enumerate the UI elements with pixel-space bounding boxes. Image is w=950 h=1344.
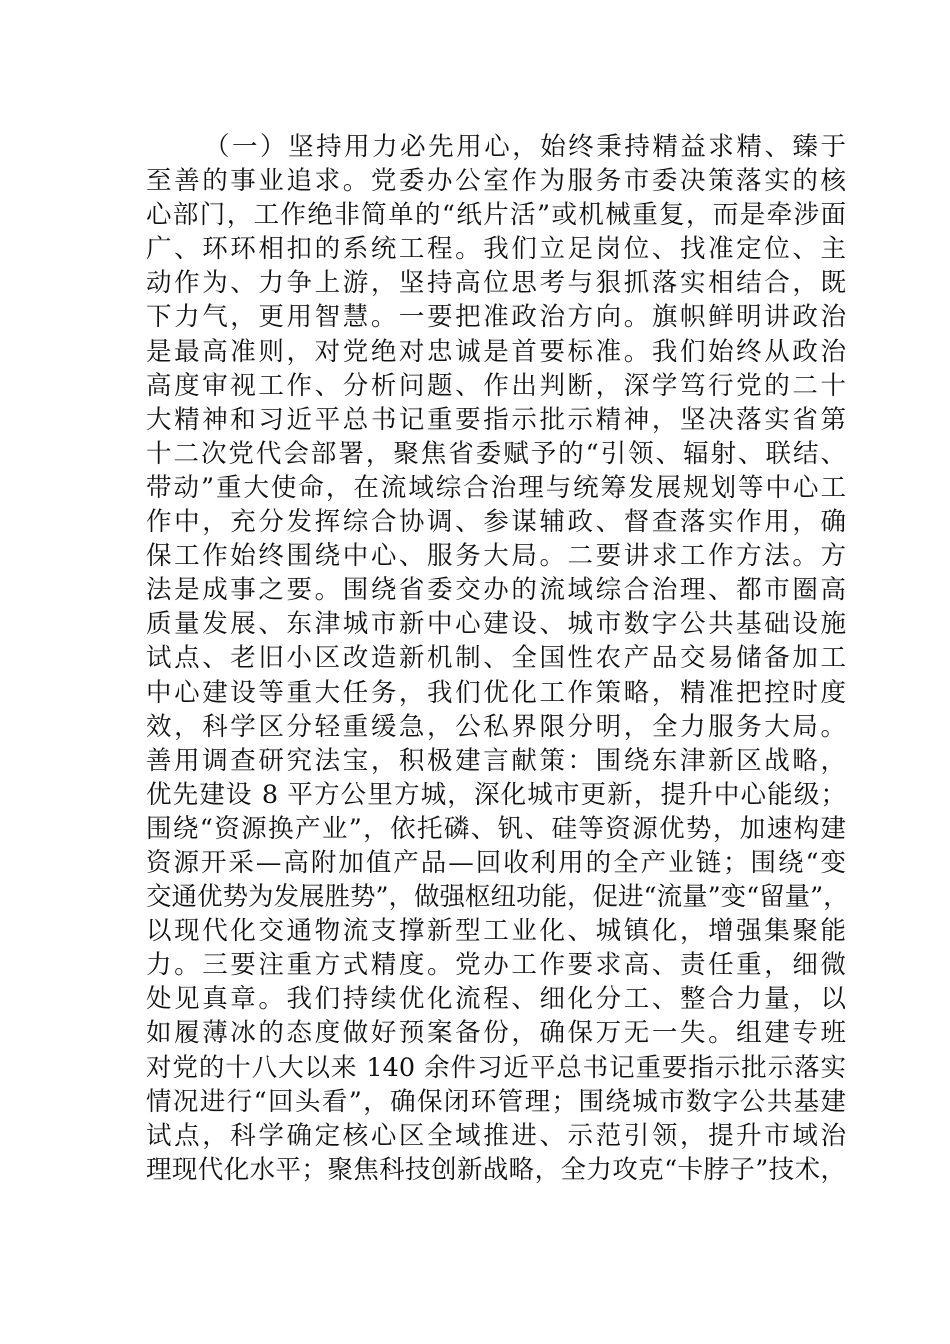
paragraph-line: 广、环环相扣的系统工程。我们立足岗位、找准定位、主 — [146, 234, 846, 265]
paragraph-line: 效，科学区分轻重缓急，公私界限分明，全力服务大局。 — [146, 711, 846, 742]
paragraph-line: 优先建设 8 平方公里方城，深化城市更新，提升中心能级； — [146, 779, 846, 810]
paragraph-line: 处见真章。我们持续优化流程、细化分工、整合力量，以 — [146, 984, 846, 1015]
paragraph-line: （一）坚持用力必先用心，始终秉持精益求精、臻于 — [204, 132, 846, 162]
paragraph-line: 动作为、力争上游，坚持高位思考与狠抓落实相结合，既 — [146, 268, 846, 299]
paragraph-line: 围绕“资源换产业”，依托磷、钒、硅等资源优势，加速构建 — [146, 813, 846, 844]
paragraph-line: 理现代化水平；聚焦科技创新战略，全力攻克“卡脖子”技术， — [146, 1154, 846, 1185]
paragraph-line: 高度审视工作、分析问题、作出判断，深学笃行党的二十 — [146, 370, 846, 401]
paragraph-line: 如履薄冰的态度做好预案备份，确保万无一失。组建专班 — [146, 1018, 846, 1049]
paragraph-line: 法是成事之要。围绕省委交办的流域综合治理、都市圈高 — [146, 575, 846, 606]
body-paragraph — [146, 130, 849, 1187]
paragraph-line: 保工作始终围绕中心、服务大局。二要讲求工作方法。方 — [146, 541, 846, 572]
paragraph-line: 作中，充分发挥综合协调、参谋辅政、督查落实作用，确 — [146, 507, 846, 538]
paragraph-line: 带动”重大使命，在流域综合治理与统筹发展规划等中心工 — [146, 472, 846, 503]
paragraph-line: 善用调查研究法宝，积极建言献策：围绕东津新区战略， — [146, 745, 846, 776]
paragraph-line: 是最高准则，对党绝对忠诚是首要标准。我们始终从政治 — [146, 336, 846, 367]
paragraph-line: 十二次党代会部署，聚焦省委赋予的“引领、辐射、联结、 — [146, 438, 846, 469]
paragraph-line: 下力气，更用智慧。一要把准政治方向。旗帜鲜明讲政治 — [146, 302, 846, 333]
paragraph-line: 中心建设等重大任务，我们优化工作策略，精准把控时度 — [146, 677, 846, 708]
paragraph-line: 心部门，工作绝非简单的“纸片活”或机械重复，而是牵涉面 — [146, 200, 846, 231]
paragraph-line: 以现代化交通物流支撑新型工业化、城镇化，增强集聚能 — [146, 916, 846, 947]
paragraph-line: 资源开采—高附加值产品—回收利用的全产业链；围绕“变 — [146, 847, 846, 878]
paragraph-line: 质量发展、东津城市新中心建设、城市数字公共基础设施 — [146, 609, 846, 640]
paragraph-line: 大精神和习近平总书记重要指示批示精神，坚决落实省第 — [146, 404, 846, 435]
paragraph-line: 试点，科学确定核心区全域推进、示范引领，提升市域治 — [146, 1120, 846, 1151]
paragraph-line: 试点、老旧小区改造新机制、全国性农产品交易储备加工 — [146, 643, 846, 674]
paragraph-line: 力。三要注重方式精度。党办工作要求高、责任重，细微 — [146, 950, 846, 981]
paragraph-line: 对党的十八大以来 140 余件习近平总书记重要指示批示落实 — [146, 1052, 846, 1083]
paragraph-line: 交通优势为发展胜势”，做强枢纽功能，促进“流量”变“留量”， — [146, 882, 849, 913]
paragraph-line: 至善的事业追求。党委办公室作为服务市委决策落实的核 — [146, 166, 846, 197]
paragraph-line: 情况进行“回头看”，确保闭环管理；围绕城市数字公共基建 — [146, 1086, 846, 1117]
